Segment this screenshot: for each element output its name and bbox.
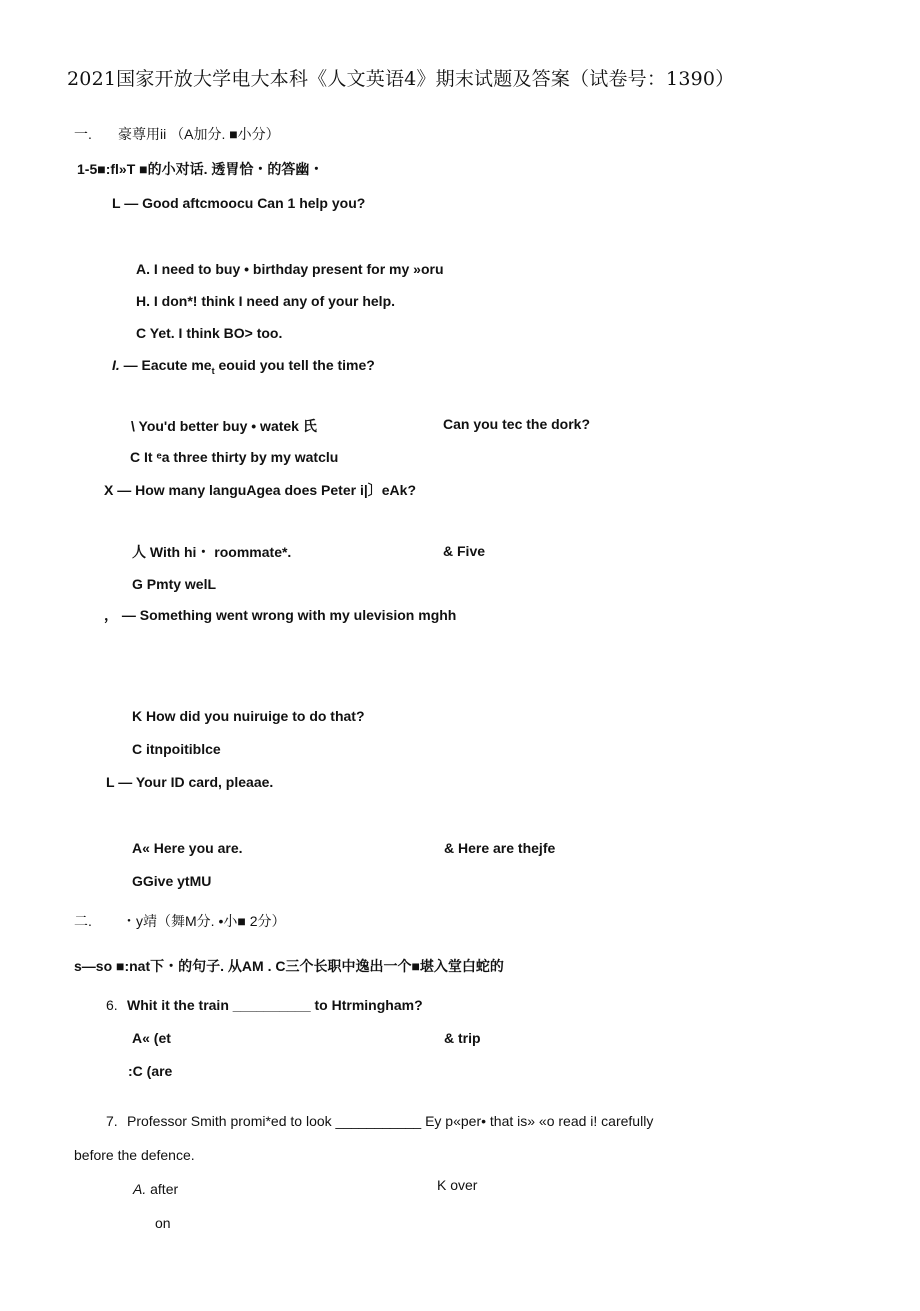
- q2-option-c: C It ᵉa three thirty by my watclu: [130, 449, 339, 465]
- q7-option-a-text: after: [146, 1181, 179, 1197]
- q2-prompt-part1: — Eacute me: [119, 357, 212, 373]
- section2-number: 二.: [74, 913, 92, 929]
- q4-option-c: C itnpoitiblce: [132, 741, 221, 757]
- q7-option-a: [133, 1180, 178, 1198]
- q4-prompt: ， — Something went wrong with my ulevision mghh: [104, 607, 457, 623]
- q7-option-b: K over: [437, 1177, 478, 1193]
- q6-option-c: :C (are: [128, 1063, 173, 1079]
- q1-option-a: A. I need to buy • birthday present for my »oru: [136, 261, 444, 277]
- q2-prompt-part2: eouid you tell the time?: [214, 357, 375, 373]
- section1-heading: 豪尊用ii （A加分. ■小分）: [118, 126, 280, 142]
- section2-heading: ・y靖（舞M分. •小■ 2分）: [122, 913, 286, 929]
- q7-number: 7.: [106, 1113, 118, 1129]
- q2-option-b: Can you tec the dork?: [443, 416, 591, 432]
- q2-option-a: \ You'd better buy • watek 氏: [131, 418, 317, 434]
- q1-option-c: C Yet. I think BO> too.: [136, 325, 283, 341]
- q2-prompt: [112, 356, 375, 380]
- q2-prompt-subscript: t: [211, 365, 215, 376]
- section1-instruction: 1-5■:fl»T ■的小对话. 透胃恰・的答幽・: [77, 161, 324, 177]
- q7-text: Professor Smith promi*ed to look ___________ Ey p«per• that is» «o read i! carefully: [127, 1113, 654, 1129]
- section1-number: 一.: [74, 126, 92, 142]
- q6-text: Whit it the train __________ to Htrmingham?: [127, 997, 423, 1013]
- q6-number: 6.: [106, 997, 118, 1013]
- q3-option-b: & Five: [443, 543, 486, 559]
- q3-option-c: G Pmty welL: [132, 576, 217, 592]
- q7-option-c: on: [155, 1215, 171, 1231]
- section2-instruction: s—so ■:nat下・的句子. 从AM . C三个长职中逸出一个■堪入堂白蛇的: [74, 958, 504, 974]
- q6-option-a: A« (et: [132, 1030, 171, 1046]
- q3-prompt: X — How many languAgea does Peter i|〕eAk?: [104, 482, 416, 498]
- q2-prompt-number: I.: [112, 357, 120, 373]
- page-title: 2021国家开放大学电大本科《人文英语4》期末试题及答案（试卷号：1390）: [67, 68, 735, 90]
- q5-prompt: L — Your ID card, pleaae.: [106, 774, 274, 790]
- q5-option-b: & Here are thejfe: [444, 840, 556, 856]
- q1-prompt: L — Good aftcmoocu Can 1 help you?: [112, 195, 366, 211]
- q1-option-b: H. I don*! think I need any of your help.: [136, 293, 396, 309]
- q3-option-a: 人 With hi・ roommate*.: [132, 544, 292, 560]
- q7-option-a-label: A.: [133, 1181, 147, 1197]
- q5-option-a: A« Here you are.: [132, 840, 243, 856]
- q5-option-c: GGive ytMU: [132, 873, 212, 889]
- q6-option-b: & trip: [444, 1030, 481, 1046]
- q7-text-continued: before the defence.: [74, 1147, 195, 1163]
- q4-option-a: K How did you nuiruige to do that?: [132, 708, 365, 724]
